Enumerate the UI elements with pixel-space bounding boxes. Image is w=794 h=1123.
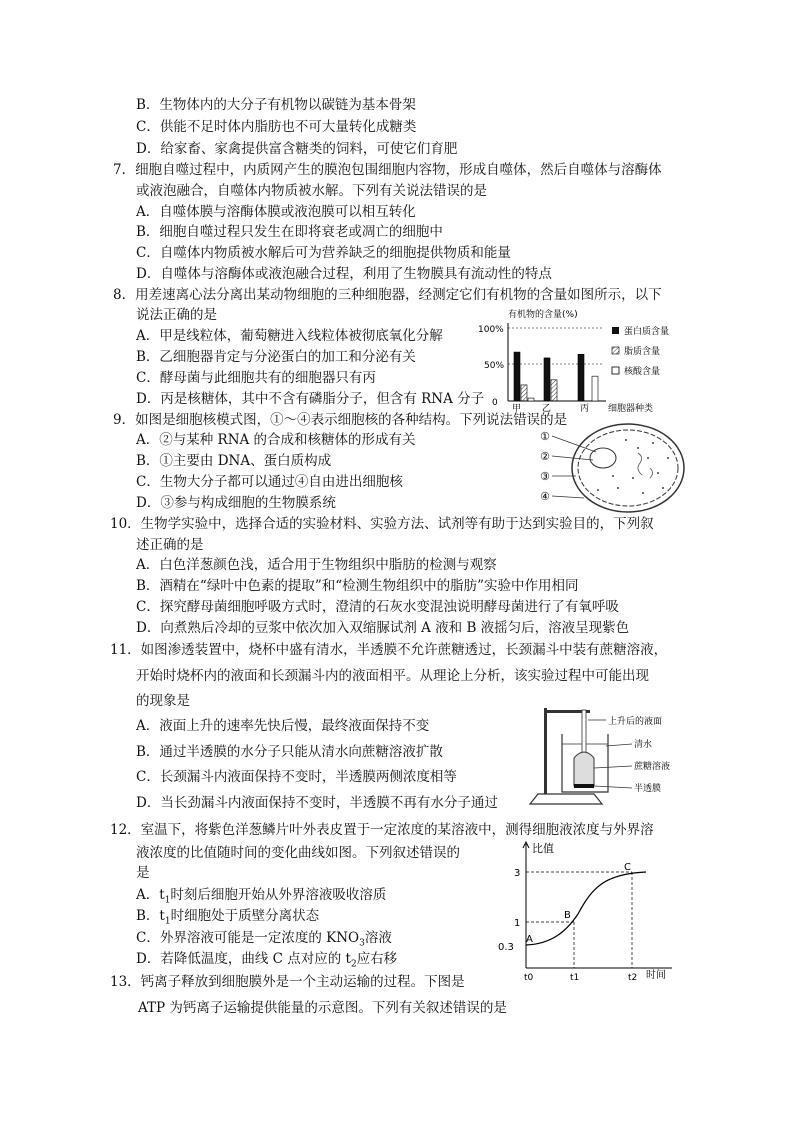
graph-y-label: 比值 — [532, 842, 554, 855]
point-a: A — [526, 934, 533, 945]
q13-stem-line1: 13．钙离子释放到细胞膜外是一个主动运输的过程。下图是 — [110, 974, 465, 990]
q12-stem-line3: 是 — [136, 865, 150, 881]
label-1: ① — [540, 430, 550, 443]
q8-option-b: B．乙细胞器肯定与分泌蛋白的加工和分泌有关 — [136, 349, 416, 365]
q10-option-d: D．向煮熟后冷却的豆浆中依次加入双缩脲试剂 A 液和 B 液摇匀后，溶液呈现紫色 — [136, 620, 630, 636]
q9-stem: 9．如图是细胞核模式图，①～④表示细胞核的各种结构。下列说法错误的是 — [113, 412, 568, 428]
q12-option-d: D．若降低温度，曲线 C 点对应的 $t_2$应右移 — [136, 951, 398, 970]
osmosis-apparatus-diagram — [528, 706, 708, 810]
q13-stem-line2: ATP 为钙离子运输提供能量的示意图。下列有关叙述错误的是 — [138, 1000, 507, 1016]
bar-lipid-1 — [551, 380, 557, 401]
label-4: ④ — [540, 490, 550, 503]
q7-option-a: A．自噬体膜与溶酶体膜或液泡膜可以相互转化 — [136, 204, 416, 220]
q12-option-b: B．$t_1$时细胞处于质壁分离状态 — [136, 908, 320, 927]
q11-option-b: B．通过半透膜的水分子只能从清水向蔗糖溶液扩散 — [136, 744, 443, 760]
bar-protein-1 — [544, 358, 550, 401]
stand-base — [530, 794, 602, 804]
label-membrane: 半透膜 — [634, 784, 662, 794]
graph-y-tick-1: 1 — [514, 918, 521, 929]
q10-stem-line2: 述正确的是 — [136, 537, 204, 553]
nuclear-envelope-outer — [572, 424, 684, 512]
graph-x-tick-t1: t1 — [570, 973, 580, 980]
label-raised-level: 上升后的液面 — [608, 717, 663, 727]
q9-option-b: B．①主要由 DNA、蛋白质构成 — [136, 453, 332, 469]
q7-stem-line2: 或液泡融合，自噬体内物质被水解。下列有关说法错误的是 — [136, 183, 487, 199]
funnel-bulb — [574, 752, 594, 786]
q12-stem-line2: 液浓度的比值随时间的变化曲线如图。下列叙述错误的 — [136, 845, 460, 861]
ratio-curve — [526, 872, 646, 945]
legend-swatch-nucleic — [612, 367, 619, 374]
q9-option-a: A．②与某种 RNA 的合成和核糖体的形成有关 — [136, 432, 416, 448]
q8-option-a: A．甲是线粒体，葡萄糖进入线粒体被彻底氧化分解 — [136, 328, 443, 344]
point-c: C — [624, 862, 631, 873]
q10-stem-line1: 10．生物学实验中，选择合适的实验材料、实验方法、试剂等有助于达到实验目的，下列叙 — [110, 516, 654, 532]
q11-stem-line3: 的现象是 — [136, 693, 190, 709]
x-tick-yi: 乙 — [542, 404, 552, 414]
q8-stem-line1: 8．用差速离心法分离出某动物细胞的三种细胞器，经测定它们有机物的含量如图所示，以下 — [113, 287, 662, 303]
graph-x-tick-t0: t0 — [524, 973, 534, 980]
q8-option-d: D．丙是核糖体，其中不含有磷脂分子，但含有 RNA 分子 — [136, 391, 485, 407]
bar-protein-2 — [578, 354, 584, 401]
chart-bars — [514, 352, 598, 401]
y-tick-100: 100% — [478, 325, 504, 335]
q6-option-d: D．给家畜、家禽提供富含糖类的饲料，可使它们育肥 — [136, 141, 458, 157]
chart-x-label: 细胞器种类 — [608, 404, 654, 414]
bar-nucleic-2 — [592, 376, 598, 401]
organelle-composition-chart — [478, 305, 688, 415]
x-tick-bing: 丙 — [580, 404, 590, 414]
y-tick-50: 50% — [484, 361, 505, 371]
nucleus-diagram — [538, 418, 688, 518]
membrane — [574, 784, 594, 788]
q11-option-d: D．当长劲漏斗内液面保持不变时，半透膜不再有水分子通过 — [136, 795, 498, 811]
bar-protein-0 — [514, 352, 520, 401]
q12-option-a: A．$t_1$时刻后细胞开始从外界溶液吸收溶质 — [136, 887, 387, 906]
label-sucrose: 蔗糖溶液 — [634, 762, 671, 772]
graph-x-tick-t2: t2 — [628, 973, 638, 980]
q12-option-c: C．外界溶液可能是一定浓度的 $KNO_3$溶液 — [136, 930, 392, 949]
chart-title: 有机物的含量(%) — [508, 310, 578, 320]
graph-x-label: 时间 — [646, 970, 666, 980]
legend-swatch-protein — [612, 327, 619, 334]
q7-option-b: B．细胞自噬过程只发生在即将衰老或凋亡的细胞中 — [136, 224, 443, 240]
point-b: B — [564, 910, 571, 921]
graph-y-tick-03: 0.3 — [498, 942, 514, 953]
label-water: 清水 — [634, 740, 653, 750]
q10-option-b: B．酒精在“绿叶中色素的提取”和“检测生物组织中的脂肪”实验中作用相同 — [136, 578, 579, 594]
graph-y-tick-3: 3 — [514, 868, 521, 879]
legend-protein: 蛋白质含量 — [624, 327, 670, 337]
q11-stem-line1: 11．如图渗透装置中，烧杯中盛有清水，半透膜不允许蔗糖透过，长颈漏斗中装有蔗糖溶液， — [110, 642, 668, 658]
q6-option-b: B．生物体内的大分子有机物以碳链为基本骨架 — [136, 97, 416, 113]
legend-swatch-lipid — [612, 347, 619, 354]
label-2: ② — [540, 450, 550, 463]
q11-option-c: C．长颈漏斗内液面保持不变时，半透膜两侧浓度相等 — [136, 769, 457, 785]
q10-option-c: C．探究酵母菌细胞呼吸方式时，澄清的石灰水变混浊说明酵母菌进行了有氧呼吸 — [136, 599, 619, 615]
q7-stem-line1: 7．细胞自噬过程中，内质网产生的膜泡包围细胞内容物，形成自噬体，然后自噬体与溶酶体 — [113, 162, 662, 178]
y-tick-0: 0 — [492, 398, 498, 408]
q9-option-d: D．③参与构成细胞的生物膜系统 — [136, 495, 336, 511]
q8-stem-line2: 说法正确的是 — [136, 307, 217, 323]
q10-option-a: A．白色洋葱颜色浅，适合用于生物组织中脂肪的检测与观察 — [136, 557, 497, 573]
funnel-neck — [582, 710, 586, 754]
x-tick-jia: 甲 — [512, 404, 522, 414]
legend-lipid: 脂质含量 — [624, 347, 661, 357]
q8-option-c: C．酵母菌与此细胞共有的细胞器只有丙 — [136, 370, 376, 386]
q7-option-c: C．自噬体内物质被水解后可为营养缺乏的细胞提供物质和能量 — [136, 245, 511, 261]
bar-lipid-0 — [521, 385, 527, 401]
stand-rod — [544, 708, 547, 796]
ratio-time-graph — [496, 840, 676, 980]
bar-nucleic-0 — [528, 398, 534, 401]
q7-option-d: D．自噬体与溶酶体或液泡融合过程，利用了生物膜具有流动性的特点 — [136, 266, 552, 282]
label-3: ③ — [540, 470, 550, 483]
q11-stem-line2: 开始时烧杯内的液面和长颈漏斗内的液面相平。从理论上分析，该实验过程中可能出现 — [136, 668, 649, 684]
q9-option-c: C．生物大分子都可以通过④自由进出细胞核 — [136, 474, 403, 490]
legend-nucleic: 核酸含量 — [624, 367, 661, 377]
q12-stem-line1: 12．室温下，将紫色洋葱鳞片叶外表皮置于一定浓度的某溶液中，测得细胞液浓度与外界溶 — [110, 822, 654, 838]
q6-option-c: C．供能不足时体内脂肪也不可大量转化成糖类 — [136, 119, 417, 135]
q11-option-a: A．液面上升的速率先快后慢，最终液面保持不变 — [136, 718, 430, 734]
